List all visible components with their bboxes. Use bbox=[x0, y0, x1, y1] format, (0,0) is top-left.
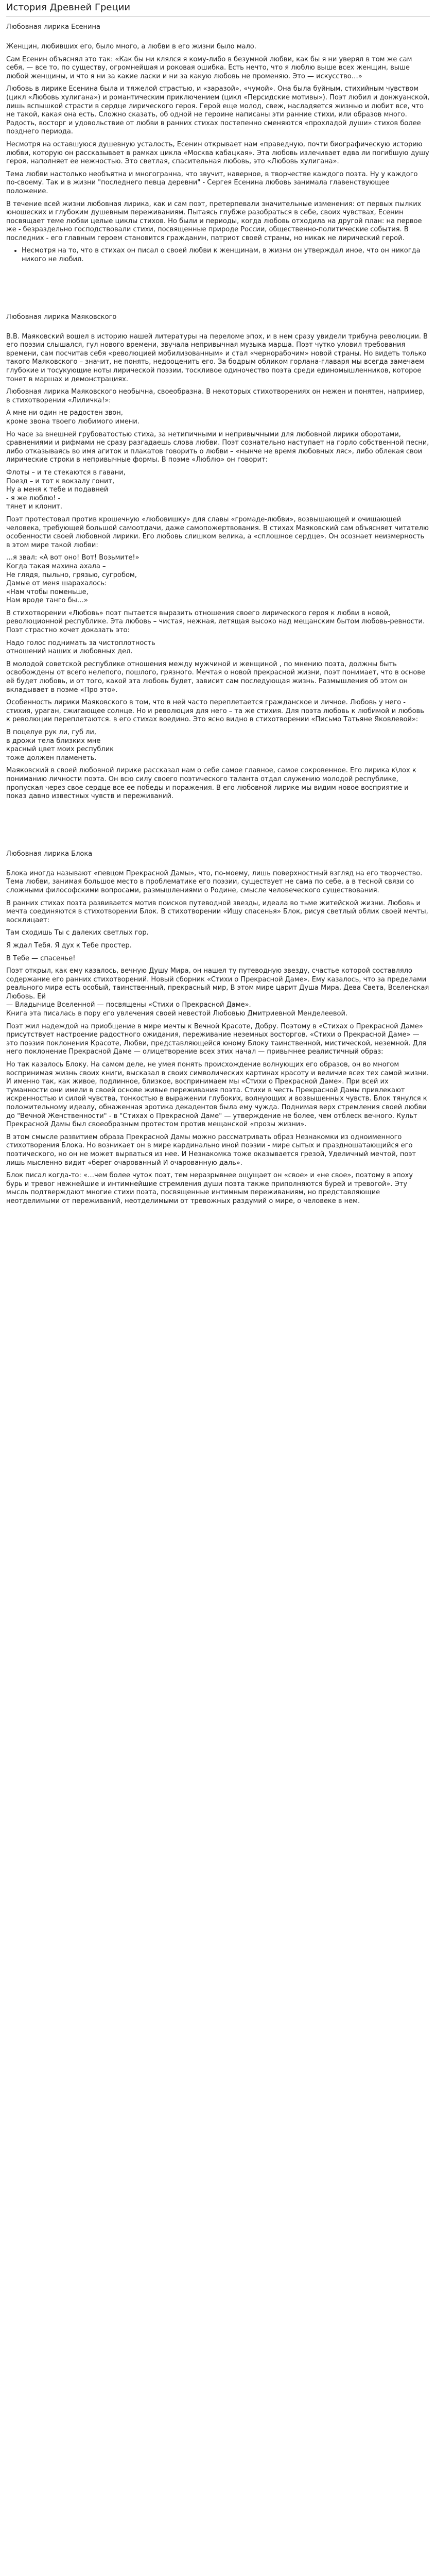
paragraph: В молодой советской республике отношения между мужчиной и женщиной , по мнению поэта, должны быть освобождены от всего нелепого, пошлого, грязного. Мечтая о новой прекрасной жизни, поэт понимает, что в основе её будет любовь, и от того, какой эта любовь будет, зависит сам последующая жизнь. Размышления об этом он вкладывает в поэме «Про это». bbox=[6, 660, 426, 694]
paragraph: В течение всей жизни любовная лирика, как и сам поэт, претерпевали значительные изменения: от первых пылких юношеских и глубоким душевным переживаниям. Пытаясь глубже разобраться в себе, своих чувствах, Есенин посвящает теме любви целые циклы стихов. Но были и периоды, когда любовь отходила на другой план: на первое же - безраздельно господствовали стихи, посвященные природе России, общественно-политические события. В последних - его главным героем становится гражданин, патриот своей страны, но никак не лирический герой. bbox=[6, 200, 422, 242]
paragraph: Несмотря на оставшуюся душевную усталость, Есенин открывает нам «праведную, почти биографическую историю любви, которую он рассказывает в рамках цикла «Москва кабацкая». Эта любовь излечивает едва ли погибшую душу героя, наполняет ее нежностью. Это светлая, спасительная любовь, это «Любовь хулигана». bbox=[6, 140, 429, 166]
paragraph: В Тебе — спасенье! bbox=[6, 954, 76, 962]
paragraph: …я звал: «А вот оно! Вот! Возьмите!» Когда такая махина ахала – Не глядя, пыльно, грязью, сугробом, Дамые от меня шарахалось: «Нам чтобы поменьше, Нам вроде танго бы…» bbox=[6, 554, 139, 605]
paragraph: В ранних стихах поэта развивается мотив поисков путеводной звезды, идеала во тьме житейской жизни. Любовь и мечта соединяются в стихотворении Блок. В стихотворении «Ищу спасенья» Блок, рисуя светлый облик своей мечты, восклицает: bbox=[6, 899, 428, 924]
section-title: Любовная лирика Есенина bbox=[6, 23, 100, 31]
section-spacer bbox=[6, 805, 430, 850]
paragraph: Блок писал когда-то: «…чем более чуток поэт, тем неразрывнее ощущает он «свое» и «не свое», поэтому в эпоху бурь и тревог нежнейшие и интимнейшие стремления души поэта также приполняются бурей и тревогой». Эту мысль подтверждают многие стихи поэта, посвященные интимным переживаниям, но представляющие неотделимыми от переживаний, неотделимыми от тревожных раздумий о мире, о человеке в нем. bbox=[6, 1172, 413, 1205]
paragraph: В этом смысле развитием образа Прекрасной Дамы можно рассматривать образ Незнакомки из одноименного стихотворения Блока. Но возникает он в мире кардинально иной поэзии - мире сытых и праздношатающийся его поэтического, но он не может вырваться из нее. И Незнакомка тоже оказывается грезой, Уделичный мечтой, поэт лишь мысленно видит «берег очарованный И очарованную даль». bbox=[6, 1133, 416, 1167]
paragraph: В стихотворении «Любовь» поэт пытается выразить отношения своего лирического героя к любви в новой, революционной республике. Эта любовь – чистая, нежная, летящая высоко над мещанским бытом любовь-ревности. Поэт страстно хочет доказать это: bbox=[6, 609, 425, 635]
bullet-list bbox=[6, 247, 430, 264]
paragraph: Тема любви настолько необъятна и многогранна, что звучит, наверное, в творчестве каждого поэта. Ну у каждого по-своему. Так и в жизни "последнего певца деревни" - Сергея Есенина любовь занимала главенствующее положение. bbox=[6, 170, 418, 195]
paragraph: Поэт открыл, как ему казалось, вечную Душу Мира, он нашел ту путеводную звезду, счастье которой составляло содержание его ранних стихотворений. Новый сборник «Стихи о Прекрасной Даме». Ему казалось, что за пределами реального мира есть особый, таинственный, прекрасный мир, В этом мире царит Душа Мира, Дева Света, Вселенская Любовь. Ей — Владычице Вселенной — посвящены «Стихи о Прекрасной Даме». Книга эта писалась в пору его увлечения своей невестой Любовью Дмитриевной Менделеевой. bbox=[6, 967, 429, 1018]
paragraph: Маяковский в своей любовной лирике рассказал нам о себе самое главное, самое сокровенное. Его лирика к\лох к пониманию личности поэта. Он всю силу своего поэтического таланта отдал служению молодой республике, пропуская через свое сердце все ее победы и поражения. В его любовной лирике мы видим новое восприятие и показ давно известных чувств и переживаний. bbox=[6, 767, 416, 801]
paragraph: Женщин, любивших его, было много, а любви в его жизни было мало. bbox=[6, 43, 256, 50]
paragraph: В поцелуе рук ли, губ ли, в дрожи тела близких мне красный цвет моих республик тоже должен пламенеть. bbox=[6, 728, 114, 762]
paragraph: Надо голос поднимать за чистоплотность отношений наших и любовных дел. bbox=[6, 639, 155, 656]
paragraph: Блока иногда называют «певцом Прекрасной Дамы», что, по-моему, лишь поверхностный взгляд на его творчество. Тема любви, занимая большое место в проблематике его поэзии, существует не сама по себе, а в тесной связи со сложными философскими вопросами, размышлениями о Родине, смысле человеческого существования. bbox=[6, 869, 423, 894]
paragraph: Особенность лирики Маяковского в том, что в ней часто переплетается гражданское и личное. Любовь у него - стихия, ураган, сжигающее солнце. Но и революция для него – та же стихия. Для поэта любовь к любимой и любовь к революции переплетаются. в его стихах воедино. Это ясно видно в стихотворении «Письмо Татьяне Яковлевой»: bbox=[6, 699, 424, 724]
paragraph: В.В. Маяковский вошел в историю нашей литературы на переломе эпох, и в нем сразу увидели трибуна революции. В его поэзии слышался, гул нового времени, звучала непривычная музыка марша. Поэт чутко уловил требования времени, сам посчитав себя «революцией мобилизованным» и стал «чернорабочим» новой страны. Но видеть только такого Маяковского – значит, не понять, недооценить его. За бодрым обликом горлана-главаря мы всегда замечаем глубокие и тосукующие ноты лирической поэзии, тоскливое одиночество поэта среди единомышленников, которое тонет в маршах и демонстрациях. bbox=[6, 332, 428, 383]
paragraph: Но так казалось Блоку. На самом деле, не умея понять происхождение волнующих его образов, он во многом воспринимая жизнь своих книги, высказал в своих символических картинах красоту и величие всех тех самой жизни. И именно так, как живое, подлинное, близкое, воспринимаем мы «Стихи о Прекрасной Даме». При всей их туманности они имели в своей основе живые переживания поэта. Стихи в честь Прекрасной Дамы привлекают искренностью и силой чувства, тонкостью в выражении глубоких, волнующих и возвышенных чувств. Блок тянулся к положительному идеалу, обнаженная эротика декадентов была ему чужда. Поднимая верх стремления своей любви до "Вечной Женственности" - в "Стихах о Прекрасной Даме" — утверждение не более, чем отблеск вечного. Культ Прекрасной Дамы был своеобразным протестом против мещанской «прозы жизни». bbox=[6, 1061, 429, 1129]
paragraph: А мне ни один не радостен звон, кроме звона твоего любимого имени. bbox=[6, 409, 139, 426]
page-title: История Древней Греции bbox=[6, 2, 430, 16]
section-spacer bbox=[6, 268, 430, 313]
paragraph: Но часе за внешней грубоватостью стиха, за нетипичными и непривычными для любовной лирики оборотами, сравнениями и рифмами не сразу разгадаешь слова любви. Поэт сознательно наступает на горло собственной песни, либо отказываясь во имя агиток и плакатов говорить о любви – «нынче не время любовных ляс», либо облекая свои лирические строки в непривычные формы. В поэме «Люблю» он говорит: bbox=[6, 430, 429, 464]
paragraph: Любовь в лирике Есенина была и тяжелой страстью, и «заразой», «чумой». Она была буйным, стихийным чувством (цикл «Любовь хулигана») и романтическим приключением (цикл «Персидские мотивы»). Поэт любил и донжуанской, лишь вспышкой страсти в сердце лирического героя. Герой еще молод, свеж, насладяется жизнью и любит все, что не такой, какая она есть. Сложно сказать, об одной не героине написаны эти ранние стихи, или образов много. Радость, восторг и удовольствие от любви в ранних стихах постепенно сменяются «прохладой души» стихов более позднего периода. bbox=[6, 85, 430, 136]
paragraph: Там сходишь Ты с далеких светлых гор. bbox=[6, 929, 149, 937]
paragraph: Флоты – и те стекаются в гавани, Поезд – и тот к вокзалу гонит, Ну а меня к тебе и подавней - я же люблю! - тянет и клонит. bbox=[6, 468, 126, 511]
paragraph: Я ждал Тебя. Я дух к Тебе простер. bbox=[6, 941, 132, 950]
article-body bbox=[6, 23, 430, 1206]
paragraph: Поэт жил надеждой на приобщение в мире мечты к Вечной Красоте, Добру. Поэтому в «Стихах о Прекрасной Даме» присутствует настроение радостного ожидания, переживание неземных восторгов. «Стихи о Прекрасной Даме» — это поэзия поклонения Красоте, Любви, представляющейся юному Блоку таинственной, мистической, неземной. Для него поклонение Прекрасной Даме — олицетворение всех этих начал — привычнее реалистичный образ: bbox=[6, 1022, 426, 1056]
section-title: Любовная лирика Маяковского bbox=[6, 313, 117, 321]
paragraph: Поэт протестовал против крошечную «любовишку» для славы «громаде-любви», возвышающей и очищающей человека, требующей большой самоотдачи, даже самопожертвования. В стихах Маяковский сам объясняет читателю особенности своей любовной лирики. Его любовь слишком велика, а «сплошное сердце». Он осознает неизмерность в этом мире такой любви: bbox=[6, 515, 429, 549]
paragraph: Любовная лирика Маяковского необычна, своеобразна. В некоторых стихотворениях он нежен и понятен, например, в стихотворении «Лиличка!»: bbox=[6, 388, 425, 404]
list-item: • Несмотря на то, что в стихах он писал о своей любви к женщинам, в жизни он утверждал иное, что он никогда никого не любил. bbox=[22, 247, 430, 264]
paragraph: Сам Есенин объяснял это так: «Как бы ни клялся я кому-либо в безумной любви, как бы я ни уверял в том же сам себя, — все то, по существу, огромнейшая и роковая ошибка. Есть нечто, что я люблю выше всех женщин, выше любой женщины, и что я ни за какие ласки и ни за какую любовь не променяю. Это — искусство…» bbox=[6, 55, 412, 80]
section-title: Любовная лирика Блока bbox=[6, 850, 93, 858]
